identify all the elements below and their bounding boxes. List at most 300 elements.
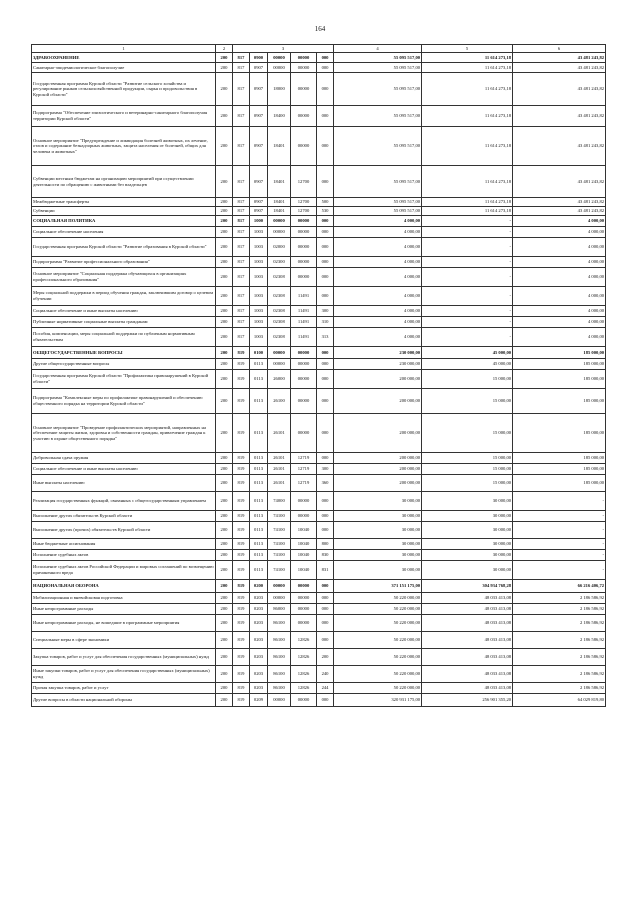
code-direction: 12719 <box>291 453 317 464</box>
amount-unexecuted: - <box>513 511 606 522</box>
amount-unexecuted: 185 000,00 <box>513 359 606 370</box>
amount-executed: - <box>422 257 513 268</box>
code-section: 1003 <box>250 287 268 306</box>
code-section: 0113 <box>250 539 268 550</box>
code-program: 02308 <box>268 328 291 347</box>
code-b: 819 <box>233 561 250 580</box>
code-program: 00000 <box>268 227 291 238</box>
code-a: 200 <box>216 414 233 453</box>
table-row <box>32 106 606 127</box>
code-section: 0907 <box>250 73 268 106</box>
row-name: Иные непрограммные расходы <box>32 604 216 615</box>
amount-approved: 55 095 517,00 <box>334 198 422 207</box>
row-name: ЗДРАВООХРАНЕНИЕ <box>32 53 216 63</box>
table-row <box>32 550 606 561</box>
code-a: 200 <box>216 370 233 389</box>
code-a: 200 <box>216 317 233 328</box>
row-name: Пособия, компенсации, меры социальной поддержки по публичным нормативным обязательствам <box>32 328 216 347</box>
amount-executed: - <box>422 306 513 317</box>
code-a: 200 <box>216 694 233 707</box>
code-direction: 00000 <box>291 227 317 238</box>
code-section: 0907 <box>250 63 268 73</box>
code-b: 819 <box>233 539 250 550</box>
amount-executed: - <box>422 317 513 328</box>
code-b: 817 <box>233 306 250 317</box>
code-expense-type: 000 <box>317 63 334 73</box>
code-expense-type: 800 <box>317 539 334 550</box>
row-name: Государственная программа Курской области "Развитие образования в Курской области" <box>32 238 216 257</box>
amount-executed: 30 000,00 <box>422 492 513 511</box>
amount-approved: 50 220 000,00 <box>334 666 422 683</box>
amount-approved: 230 000,00 <box>334 359 422 370</box>
code-section: 0113 <box>250 492 268 511</box>
code-section: 0907 <box>250 207 268 216</box>
code-b: 819 <box>233 414 250 453</box>
amount-approved: 30 000,00 <box>334 492 422 511</box>
code-expense-type: 530 <box>317 207 334 216</box>
amount-unexecuted: 4 000,00 <box>513 216 606 227</box>
code-direction: 12719 <box>291 475 317 492</box>
code-program: 74100 <box>268 522 291 539</box>
code-b: 817 <box>233 166 250 198</box>
code-b: 817 <box>233 238 250 257</box>
row-name: Специальные меры в сфере экономики <box>32 632 216 649</box>
table-row <box>32 615 606 632</box>
amount-unexecuted: 185 000,00 <box>513 347 606 359</box>
code-direction: 10040 <box>291 539 317 550</box>
code-b: 819 <box>233 615 250 632</box>
table-row <box>32 561 606 580</box>
code-expense-type: 244 <box>317 683 334 694</box>
amount-executed: - <box>422 328 513 347</box>
row-name: Подпрограмма "Обеспечение эпизоотического и ветеринарно-санитарного благополучия территории Курской области" <box>32 106 216 127</box>
row-name: Субвенции местным бюджетам на организацию мероприятий при осуществлении деятельности по обращению с животными без владельцев <box>32 166 216 198</box>
code-expense-type: 000 <box>317 580 334 593</box>
row-name: Прочая закупка товаров, работ и услуг <box>32 683 216 694</box>
code-expense-type: 000 <box>317 593 334 604</box>
amount-unexecuted: 2 186 586,92 <box>513 593 606 604</box>
code-program: 02308 <box>268 306 291 317</box>
code-direction: 12719 <box>291 464 317 475</box>
code-program: 86100 <box>268 615 291 632</box>
code-section: 0203 <box>250 604 268 615</box>
code-direction: 00000 <box>291 580 317 593</box>
code-direction: 00000 <box>291 511 317 522</box>
row-name: Государственная программа Курской области "Развитие сельского хозяйства и регулирование рынков сельскохозяйственной продукции, сырья и продовольствия в Курской области" <box>32 73 216 106</box>
code-b: 817 <box>233 328 250 347</box>
code-program: 00000 <box>268 580 291 593</box>
code-direction: 12826 <box>291 666 317 683</box>
code-direction: 12826 <box>291 649 317 666</box>
amount-approved: 4 000,00 <box>334 287 422 306</box>
table-row <box>32 227 606 238</box>
code-expense-type: 831 <box>317 561 334 580</box>
amount-unexecuted: 2 186 586,92 <box>513 666 606 683</box>
code-section: 0203 <box>250 632 268 649</box>
code-expense-type: 000 <box>317 492 334 511</box>
table-row <box>32 666 606 683</box>
amount-approved: 50 220 000,00 <box>334 649 422 666</box>
amount-approved: 30 000,00 <box>334 511 422 522</box>
code-section: 0113 <box>250 370 268 389</box>
code-b: 819 <box>233 666 250 683</box>
code-b: 817 <box>233 53 250 63</box>
code-b: 819 <box>233 359 250 370</box>
table-row <box>32 317 606 328</box>
amount-executed: 11 614 273,18 <box>422 127 513 166</box>
code-expense-type: 000 <box>317 53 334 63</box>
code-section: 0113 <box>250 550 268 561</box>
row-name: НАЦИОНАЛЬНАЯ ОБОРОНА <box>32 580 216 593</box>
code-expense-type: 000 <box>317 166 334 198</box>
code-a: 200 <box>216 604 233 615</box>
code-a: 200 <box>216 347 233 359</box>
code-expense-type: 310 <box>317 317 334 328</box>
column-header: 3 <box>233 45 334 53</box>
row-name: Другие общегосударственные вопросы <box>32 359 216 370</box>
amount-unexecuted: 4 000,00 <box>513 257 606 268</box>
code-direction: 00000 <box>291 257 317 268</box>
column-header: 2 <box>216 45 233 53</box>
table-row <box>32 464 606 475</box>
code-section: 1003 <box>250 268 268 287</box>
amount-approved: 50 220 000,00 <box>334 632 422 649</box>
amount-approved: 200 000,00 <box>334 389 422 414</box>
code-program: 74100 <box>268 550 291 561</box>
code-program: 26101 <box>268 453 291 464</box>
code-a: 200 <box>216 522 233 539</box>
row-name: Основное мероприятие "Проведение профилактических мероприятий, направленных на обеспечение защиты жизни, здоровья и собственности граждан, привлечение граждан к участию в охране общественного порядка" <box>32 414 216 453</box>
code-section: 0203 <box>250 615 268 632</box>
code-b: 819 <box>233 492 250 511</box>
code-direction: 11491 <box>291 287 317 306</box>
budget-table <box>31 44 606 707</box>
row-name: Исполнение судебных актов Российской Федерации и мировых соглашений по возмещению причиненного вреда <box>32 561 216 580</box>
row-name: Иные выплаты населению <box>32 475 216 492</box>
amount-executed: 48 033 413,08 <box>422 604 513 615</box>
code-b: 817 <box>233 106 250 127</box>
code-a: 200 <box>216 166 233 198</box>
code-direction: 00000 <box>291 359 317 370</box>
code-a: 200 <box>216 683 233 694</box>
amount-unexecuted: 4 000,00 <box>513 227 606 238</box>
amount-approved: 200 000,00 <box>334 453 422 464</box>
code-section: 0907 <box>250 127 268 166</box>
code-program: 86000 <box>268 604 291 615</box>
amount-unexecuted: 64 029 819,80 <box>513 694 606 707</box>
code-a: 200 <box>216 268 233 287</box>
code-direction: 12700 <box>291 166 317 198</box>
amount-approved: 4 000,00 <box>334 306 422 317</box>
code-a: 200 <box>216 257 233 268</box>
amount-approved: 55 095 517,00 <box>334 166 422 198</box>
code-a: 200 <box>216 359 233 370</box>
amount-approved: 4 000,00 <box>334 328 422 347</box>
table-row <box>32 683 606 694</box>
table-row <box>32 73 606 106</box>
code-program: 00000 <box>268 63 291 73</box>
code-expense-type: 000 <box>317 287 334 306</box>
table-row <box>32 238 606 257</box>
amount-approved: 200 000,00 <box>334 464 422 475</box>
amount-approved: 30 000,00 <box>334 539 422 550</box>
amount-unexecuted: 2 186 586,92 <box>513 604 606 615</box>
table-row <box>32 328 606 347</box>
code-program: 00000 <box>268 216 291 227</box>
code-section: 1003 <box>250 306 268 317</box>
code-direction: 00000 <box>291 694 317 707</box>
code-expense-type: 000 <box>317 216 334 227</box>
amount-unexecuted: - <box>513 522 606 539</box>
page-number: 164 <box>314 25 326 33</box>
amount-executed: 30 000,00 <box>422 539 513 550</box>
table-row <box>32 389 606 414</box>
code-program: 26000 <box>268 370 291 389</box>
table-row <box>32 53 606 63</box>
code-direction: 00000 <box>291 127 317 166</box>
table-row <box>32 127 606 166</box>
code-program: 00000 <box>268 694 291 707</box>
table-row <box>32 453 606 464</box>
code-direction: 00000 <box>291 73 317 106</box>
code-b: 817 <box>233 257 250 268</box>
code-program: 86100 <box>268 649 291 666</box>
code-program: 18400 <box>268 106 291 127</box>
code-direction: 12826 <box>291 683 317 694</box>
amount-executed: - <box>422 216 513 227</box>
amount-approved: 50 220 000,00 <box>334 683 422 694</box>
code-expense-type: 000 <box>317 347 334 359</box>
code-b: 819 <box>233 632 250 649</box>
amount-executed: 45 000,00 <box>422 347 513 359</box>
row-name: Добровольная сдача оружия <box>32 453 216 464</box>
code-a: 200 <box>216 127 233 166</box>
code-section: 0907 <box>250 106 268 127</box>
code-direction: 11491 <box>291 317 317 328</box>
amount-unexecuted: 2 186 586,92 <box>513 615 606 632</box>
code-program: 18401 <box>268 166 291 198</box>
amount-unexecuted: 43 481 243,82 <box>513 127 606 166</box>
code-direction: 12826 <box>291 632 317 649</box>
amount-executed: 11 614 273,18 <box>422 73 513 106</box>
code-section: 1003 <box>250 317 268 328</box>
amount-unexecuted: 185 000,00 <box>513 389 606 414</box>
amount-executed: 15 000,00 <box>422 370 513 389</box>
code-direction: 00000 <box>291 414 317 453</box>
code-expense-type: 000 <box>317 522 334 539</box>
code-expense-type: 000 <box>317 370 334 389</box>
table-row <box>32 63 606 73</box>
code-direction: 00000 <box>291 615 317 632</box>
code-a: 200 <box>216 238 233 257</box>
code-expense-type: 000 <box>317 106 334 127</box>
code-section: 0203 <box>250 683 268 694</box>
amount-approved: 55 095 517,00 <box>334 73 422 106</box>
code-section: 0113 <box>250 389 268 414</box>
code-a: 200 <box>216 511 233 522</box>
amount-approved: 200 000,00 <box>334 475 422 492</box>
code-b: 819 <box>233 683 250 694</box>
code-b: 819 <box>233 649 250 666</box>
table-row <box>32 287 606 306</box>
code-b: 817 <box>233 127 250 166</box>
table-row <box>32 166 606 198</box>
code-section: 1003 <box>250 257 268 268</box>
amount-unexecuted: 2 186 586,92 <box>513 632 606 649</box>
code-b: 817 <box>233 287 250 306</box>
table-row <box>32 370 606 389</box>
code-b: 819 <box>233 593 250 604</box>
row-name: Иные непрограммные расходы, не вошедшие в программные мероприятия <box>32 615 216 632</box>
amount-unexecuted: 4 000,00 <box>513 287 606 306</box>
table-row <box>32 694 606 707</box>
row-name: Основное мероприятие "Социальная поддержка обучающихся в организациях профессионального образования" <box>32 268 216 287</box>
code-expense-type: 000 <box>317 359 334 370</box>
table-row <box>32 580 606 593</box>
code-b: 819 <box>233 370 250 389</box>
code-expense-type: 000 <box>317 511 334 522</box>
amount-approved: 55 095 517,00 <box>334 127 422 166</box>
code-b: 819 <box>233 580 250 593</box>
code-b: 819 <box>233 522 250 539</box>
code-b: 817 <box>233 216 250 227</box>
amount-approved: 4 000,00 <box>334 257 422 268</box>
row-name: Меры социальной поддержки в период обучения граждан, заключившим договор о целевом обучении <box>32 287 216 306</box>
amount-unexecuted: 4 000,00 <box>513 238 606 257</box>
code-program: 02308 <box>268 268 291 287</box>
code-direction: 11491 <box>291 306 317 317</box>
amount-approved: 55 095 517,00 <box>334 63 422 73</box>
code-expense-type: 500 <box>317 198 334 207</box>
amount-approved: 4 000,00 <box>334 216 422 227</box>
table-row <box>32 649 606 666</box>
column-header: 1 <box>32 45 216 53</box>
amount-unexecuted: 43 481 243,82 <box>513 166 606 198</box>
amount-approved: 320 931 175,00 <box>334 694 422 707</box>
code-program: 02000 <box>268 238 291 257</box>
amount-approved: 55 095 517,00 <box>334 106 422 127</box>
amount-executed: 48 033 413,08 <box>422 649 513 666</box>
code-direction: 00000 <box>291 53 317 63</box>
code-b: 819 <box>233 694 250 707</box>
amount-unexecuted: 185 000,00 <box>513 370 606 389</box>
amount-approved: 30 000,00 <box>334 550 422 561</box>
row-name: Другие вопросы в области национальной обороны <box>32 694 216 707</box>
code-program: 18401 <box>268 198 291 207</box>
code-direction: 00000 <box>291 389 317 414</box>
table-row <box>32 414 606 453</box>
code-program: 74100 <box>268 561 291 580</box>
code-direction: 00000 <box>291 216 317 227</box>
code-section: 0113 <box>250 414 268 453</box>
amount-approved: 4 000,00 <box>334 317 422 328</box>
code-section: 0113 <box>250 464 268 475</box>
row-name: Реализация государственных функций, связанных с общегосударственным управлением <box>32 492 216 511</box>
amount-unexecuted: 185 000,00 <box>513 464 606 475</box>
column-header: 4 <box>334 45 422 53</box>
code-b: 819 <box>233 453 250 464</box>
code-b: 819 <box>233 511 250 522</box>
amount-approved: 50 220 000,00 <box>334 604 422 615</box>
code-program: 26101 <box>268 414 291 453</box>
row-name: Подпрограмма "Развитие профессионального образования" <box>32 257 216 268</box>
code-program: 00000 <box>268 53 291 63</box>
column-header: 6 <box>513 45 606 53</box>
amount-executed: 15 000,00 <box>422 475 513 492</box>
amount-unexecuted: 43 481 243,82 <box>513 106 606 127</box>
amount-approved: 55 095 517,00 <box>334 53 422 63</box>
amount-approved: 371 151 175,00 <box>334 580 422 593</box>
code-section: 0113 <box>250 359 268 370</box>
amount-executed: 15 000,00 <box>422 453 513 464</box>
code-direction: 00000 <box>291 370 317 389</box>
amount-unexecuted: 185 000,00 <box>513 475 606 492</box>
amount-approved: 230 000,00 <box>334 347 422 359</box>
code-section: 0113 <box>250 475 268 492</box>
amount-executed: 45 000,00 <box>422 359 513 370</box>
table-row <box>32 632 606 649</box>
amount-unexecuted: 4 000,00 <box>513 328 606 347</box>
code-a: 200 <box>216 561 233 580</box>
code-expense-type: 000 <box>317 453 334 464</box>
code-direction: 00000 <box>291 63 317 73</box>
code-program: 02300 <box>268 257 291 268</box>
code-expense-type: 000 <box>317 615 334 632</box>
amount-approved: 200 000,00 <box>334 414 422 453</box>
code-direction: 11491 <box>291 328 317 347</box>
code-direction: 00000 <box>291 268 317 287</box>
code-direction: 00000 <box>291 347 317 359</box>
code-b: 817 <box>233 198 250 207</box>
code-expense-type: 300 <box>317 306 334 317</box>
code-section: 0203 <box>250 666 268 683</box>
code-a: 200 <box>216 227 233 238</box>
amount-executed: 11 614 273,18 <box>422 63 513 73</box>
code-b: 817 <box>233 73 250 106</box>
code-program: 74100 <box>268 539 291 550</box>
code-section: 1000 <box>250 216 268 227</box>
row-name: Мобилизационная и вневойсковая подготовка <box>32 593 216 604</box>
amount-unexecuted: 43 481 243,82 <box>513 73 606 106</box>
code-program: 86100 <box>268 632 291 649</box>
amount-approved: 4 000,00 <box>334 238 422 257</box>
table-row <box>32 475 606 492</box>
amount-executed: 11 614 273,18 <box>422 53 513 63</box>
code-expense-type: 000 <box>317 414 334 453</box>
table-row <box>32 268 606 287</box>
code-program: 00000 <box>268 347 291 359</box>
code-direction: 12700 <box>291 207 317 216</box>
code-program: 00000 <box>268 359 291 370</box>
code-a: 200 <box>216 106 233 127</box>
code-section: 0113 <box>250 561 268 580</box>
code-a: 200 <box>216 539 233 550</box>
amount-unexecuted: - <box>513 492 606 511</box>
amount-unexecuted: 185 000,00 <box>513 453 606 464</box>
code-a: 200 <box>216 389 233 414</box>
code-expense-type: 000 <box>317 127 334 166</box>
amount-executed: 256 901 355,20 <box>422 694 513 707</box>
amount-executed: 15 000,00 <box>422 389 513 414</box>
code-direction: 00000 <box>291 492 317 511</box>
row-name: Субвенции <box>32 207 216 216</box>
row-name: Санитарно-эпидемиологическое благополучие <box>32 63 216 73</box>
amount-executed: 15 000,00 <box>422 414 513 453</box>
code-section: 1003 <box>250 227 268 238</box>
code-b: 817 <box>233 63 250 73</box>
amount-approved: 4 000,00 <box>334 227 422 238</box>
code-a: 200 <box>216 287 233 306</box>
